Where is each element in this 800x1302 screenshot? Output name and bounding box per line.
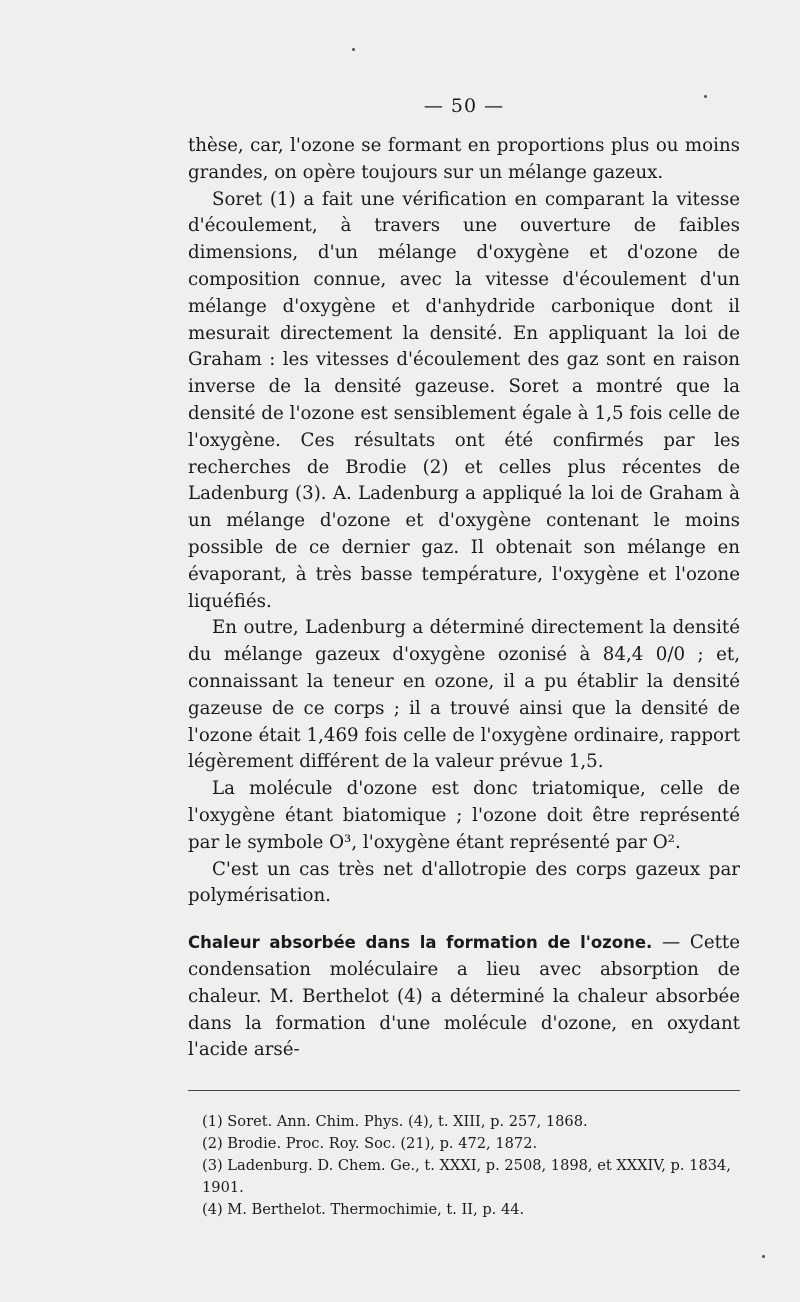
paragraph-5: C'est un cas très net d'allotropie des corps gazeux par polymérisation.: [188, 858, 740, 907]
book-page: [188, 95, 740, 1221]
footnote-2: (2) Brodie. Proc. Roy. Soc. (21), p. 472, 1872.: [202, 1135, 538, 1153]
speck: [704, 95, 707, 98]
footnote-4: (4) M. Berthelot. Thermochimie, t. II, p. 44.: [202, 1201, 525, 1219]
section-paragraph: [188, 930, 740, 1064]
paragraph-2: Soret (1) a fait une vérification en comparant la vitesse d'écoulement, à travers une ouverture de faibles dimensions, d'un mélange d'oxygène et d'ozone de composition connue, avec la vitesse d'écoulement d'un mélange d'oxygène et d'anhydride carbonique dont il mesurait directement la densité. En appliquant la loi de Graham : les vitesses d'écoulement des gaz sont en raison inverse de la densité gazeuse. Soret a montré que la densité de l'ozone est sensiblement égale à 1,5 fois celle de l'oxygène. Ces résultats ont été confirmés par les recherches de Brodie (2) et celles plus récentes de Ladenburg (3). A. Ladenburg a appliqué la loi de Graham à un mélange d'ozone et d'oxygène contenant le moins possible de ce dernier gaz. Il obtenait son mélange en évaporant, à très basse température, l'oxygène et l'ozone liquéfiés.: [188, 188, 740, 612]
footnote-rule: [188, 1090, 740, 1091]
footnote-3: (3) Ladenburg. D. Chem. Ge., t. XXXI, p. 2508, 1898, et XXXIV, p. 1834, 1901.: [202, 1157, 731, 1197]
speck: [352, 48, 355, 51]
speck: [762, 1255, 765, 1258]
paragraph-1: thèse, car, l'ozone se formant en proportions plus ou moins grandes, on opère toujours sur un mélange gazeux.: [188, 135, 740, 183]
section-text: — Cette condensation moléculaire a lieu avec absorption de chaleur. M. Berthelot (4) a déterminé la chaleur absorbée dans la formation d'une molécule d'ozone, en oxydant l'acide arsé-: [188, 932, 740, 1061]
main-text: [188, 133, 740, 1064]
footnotes: [188, 1111, 740, 1221]
paragraph-3: En outre, Ladenburg a déterminé directement la densité du mélange gazeux d'oxygène ozonisé à 84,4 0/0 ; et, connaissant la teneur en ozone, il a pu établir la densité gazeuse de ce corps ; il a trouvé ainsi que la densité de l'ozone était 1,469 fois celle de l'oxygène ordinaire, rapport légèrement différent de la valeur prévue 1,5.: [188, 617, 740, 773]
paragraph-4: La molécule d'ozone est donc triatomique, celle de l'oxygène étant biatomique ; l'ozone doit être représenté par le symbole O³, l'oxygène étant représenté par O².: [188, 778, 740, 853]
footnote-1: (1) Soret. Ann. Chim. Phys. (4), t. XIII, p. 257, 1868.: [202, 1113, 588, 1131]
section-title: Chaleur absorbée dans la formation de l'ozone.: [188, 933, 653, 953]
page-number: — 50 —: [423, 95, 505, 117]
